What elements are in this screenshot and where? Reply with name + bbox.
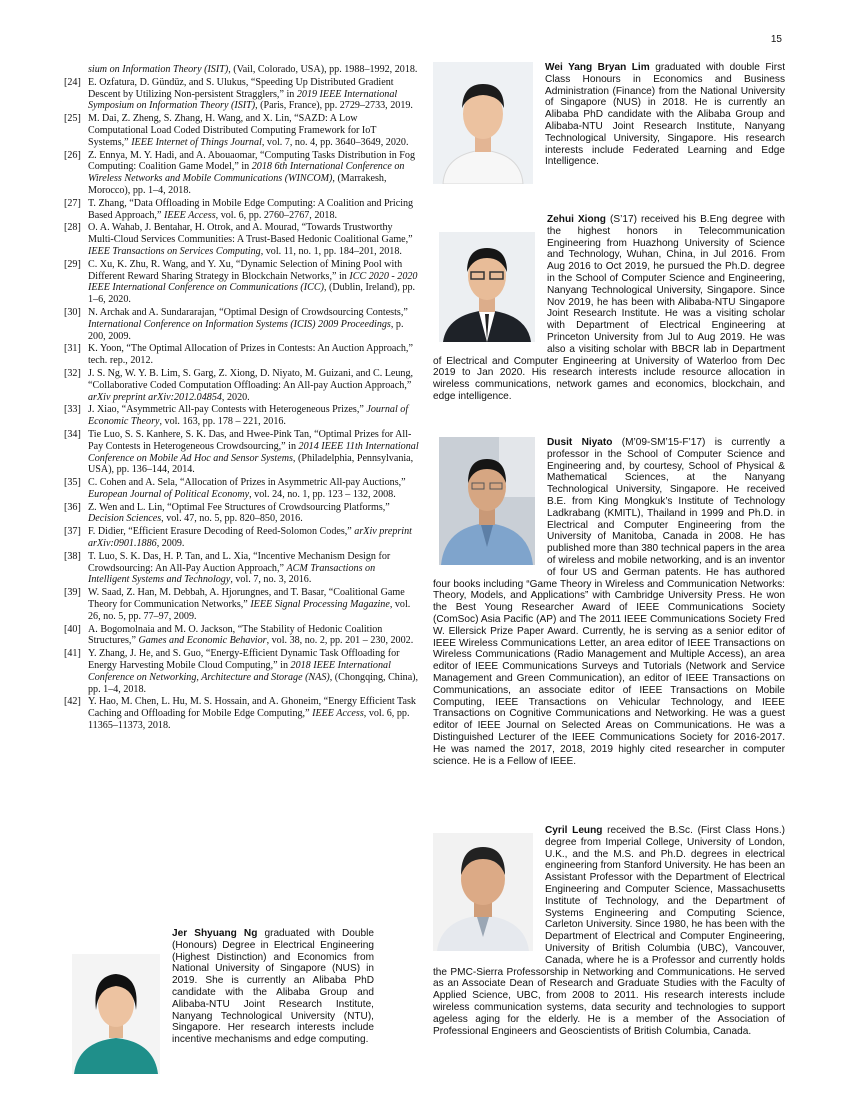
- reference-number: [42]: [64, 696, 81, 708]
- reference-venue: ICC 2020 - 2020 IEEE International Conference on Communications (ICC): [88, 270, 418, 294]
- portrait-leung-icon: [433, 833, 533, 951]
- reference-number: [32]: [64, 367, 81, 379]
- reference-venue: Games and Economic Behavior: [138, 635, 267, 647]
- reference-item: [64, 77, 419, 112]
- portrait-lim-icon: [433, 62, 533, 184]
- reference-venue: IEEE Signal Processing Magazine: [250, 599, 390, 611]
- reference-text: T. Luo, S. K. Das, H. P. Tan, and L. Xia, “Incentive Mechanism Design for Crowdsourcing: An All-Pay Auction Approach,”: [88, 550, 391, 574]
- reference-text: , vol. 7, no. 4, pp. 3640–3649, 2020.: [261, 136, 409, 148]
- reference-text: K. Yoon, “The Optimal Allocation of Prizes in Contests: An Auction Approach,” tech. rep., 2012.: [88, 343, 413, 367]
- reference-number: [27]: [64, 197, 81, 209]
- bio-text: graduated with double First Class Honours in Economics and Business Administration (Finance) from the National University of Singapore (NUS) in 2018. He is currently an Alibaba PhD candidate with the Alibaba Group and Alibaba-NTU Joint Research Institute, Nanyang Technological University, Singapore. His research interests include Federated Learning and Edge Intelligence.: [545, 62, 786, 168]
- page-number: 15: [770, 34, 782, 45]
- reference-text: , (Philadelphia, Pennsylvania, USA), pp. 136–144, 2014.: [88, 452, 414, 476]
- bio-name: Zehui Xiong: [547, 214, 606, 225]
- photo-xiong: [439, 232, 535, 342]
- bio-text: (S’17) received his B.Eng degree with the highest honors in Telecommunication Engineering from Huazhong University of Science and Technology, Wuhan, China, in Jul 2016. From Aug 2016 to Oct 2019, he pursued the Ph.D. degree in the School of Computer Science and Engineering, Nanyang Technological University, Singapore. Since Nov 2019, he has been with Alibaba-NTU Singapore Joint Research Institute. He was a visiting scholar with Department of Electrical Engineering at Princeton University from Jul to Aug 2019. He was also a visiting scholar with BBCR lab in Department of Electrical and Computer Engineering at University of Waterloo from Dec 2019 to Jan 2020. His research interests include resource allocation in wireless communications, network games and economics, blockchain, and edge intelligence.: [433, 214, 785, 402]
- reference-number: [31]: [64, 343, 81, 355]
- reference-items: [64, 77, 419, 732]
- reference-text: T. Zhang, “Data Offloading in Mobile Edge Computing: A Coalition and Pricing Based Approach,”: [88, 197, 414, 221]
- reference-venue: arXiv preprint arXiv:2012.04854: [88, 391, 222, 403]
- reference-text: O. A. Wahab, J. Bentahar, H. Otrok, and A. Mourad, “Towards Trustworthy Multi-Cloud Services Communities: A Trust-Based Hedonic Coalitional Game,”: [88, 222, 413, 246]
- reference-text: , vol. 38, no. 2, pp. 201 – 230, 2002.: [266, 635, 414, 647]
- reference-number: [34]: [64, 428, 81, 440]
- reference-venue: European Journal of Political Economy: [88, 488, 250, 500]
- reference-item: [64, 624, 419, 648]
- reference-number: [37]: [64, 526, 81, 538]
- reference-number: [24]: [64, 76, 81, 88]
- reference-continuation: [64, 64, 419, 76]
- reference-item: [64, 648, 419, 695]
- reference-text: , 2009.: [156, 538, 185, 550]
- reference-venue: 2018 6th International Conference on Wireless Networks and Mobile Communications (WINCOM): [88, 161, 405, 185]
- reference-item: [64, 222, 419, 257]
- bio-niyato: [433, 437, 785, 767]
- reference-venue: ACM Transactions on Intelligent Systems and Technology: [88, 562, 376, 586]
- reference-item: [64, 368, 419, 403]
- reference-number: [40]: [64, 623, 81, 635]
- reference-venue: IEEE Access: [312, 708, 364, 720]
- portrait-ng-icon: [72, 954, 160, 1074]
- bio-name: Cyril Leung: [545, 825, 603, 836]
- reference-text: , vol. 24, no. 1, pp. 123 – 132, 2008.: [249, 488, 396, 500]
- bio-ng: [72, 928, 374, 1078]
- reference-number: [25]: [64, 113, 81, 125]
- reference-item: [64, 429, 419, 476]
- bio-text: received the B.Sc. (First Class Hons.) degree from Imperial College, University of London, U.K., and the M.S. and Ph.D. degrees in electrical engineering from Stanford University. He has been an Assistant Professor with the Department of Electrical Engineering and Computer Science, Massachusetts Institute of Technology, and the Department of Systems Engineering and Computing Science, Carleton University. Since 1980, he has been with the Department of Electrical and Computer Engineering, University of British Columbia (UBC), Vancouver, Canada, where he is a Professor and currently holds the PMC-Sierra Professorship in Networking and Communications. He served as an Associate Dean of Research and Graduate Studies with the Faculty of Applied Science, UBC, from 2008 to 2011. His research interests include wireless communication systems, data security and technologies to support ageless aging for the elderly. He is a member of the Association of Professional Engineers and Geoscientists of British Columbia, Canada.: [433, 825, 785, 1037]
- reference-text: , (Chongqing, China), pp. 1–4, 2018.: [88, 671, 419, 695]
- reference-number: [36]: [64, 501, 81, 513]
- reference-venue: 2019 IEEE International Symposium on Information Theory (ISIT): [88, 88, 398, 112]
- reference-venue: Journal of Economic Theory: [88, 404, 409, 428]
- reference-number: [26]: [64, 149, 81, 161]
- reference-venue: International Conference on Information Systems (ICIS) 2009 Proceedings: [88, 318, 391, 330]
- portrait-niyato-icon: [439, 437, 535, 565]
- reference-venue: arXiv preprint arXiv:0901.1886: [88, 526, 412, 550]
- bio-name: Dusit Niyato: [547, 437, 613, 448]
- reference-text: C. Xu, K. Zhu, R. Wang, and Y. Xu, “Dynamic Selection of Mining Pool with Different Reward Sharing Strategy in Blockchain Networks,” in: [88, 258, 403, 282]
- reference-item: [64, 259, 419, 306]
- bio-text: (M’09-SM’15-F’17) is currently a professor in the School of Computer Science and Engineering and, by courtesy, School of Physical & Mathematical Sciences, at the Nanyang Technological University, Singapore. He received B.E. from King Mongkuk’s Institute of Technology Ladkrabang (KMITL), Thailand in 1999 and Ph.D. in Electrical and Computer Engineering from the University of Manitoba, Canada in 2008. He has published more than 380 technical papers in the area of wireless and mobile networking, and is an inventor of four US and German patents. He has authored four books including “Game Theory in Wireless and Communication Networks: Theory, Models, and Applications” with Cambridge University Press. He won the Best Young Researcher Award of IEEE Communications Society (ComSoc) Asia Pacific (AP) and The 2011 IEEE Communications Society Fred W. Ellersick Prize Paper Award. Currently, he is serving as a senior editor of IEEE Wireless Communications Letter, an area editor of IEEE Transactions on Wireless Communications (Radio Management and Multiple Access), an area editor of IEEE Communications Surveys and Tutorials (Network and Service Management and Green Communication), an editor of IEEE Transactions on Communications, an associate editor of IEEE Transactions on Mobile Computing, IEEE Transactions on Vehicular Technology, and IEEE Transactions on Cognitive Communications and Networking. He was a guest editor of IEEE Journal on Selected Areas on Communications. He was a Distinguished Lecturer of the IEEE Communications Society for 2016-2017. He was named the 2017, 2018, 2019 highly cited researcher in computer science. He is a Fellow of IEEE.: [433, 437, 785, 767]
- reference-text: , (Dublin, Ireland), pp. 1–6, 2020.: [88, 282, 416, 306]
- reference-text: Y. Hao, M. Chen, L. Hu, M. S. Hossain, and A. Ghoneim, “Energy Efficient Task Caching and Offloading for Mobile Edge Computing,”: [88, 696, 416, 720]
- reference-text: N. Archak and A. Sundararajan, “Optimal Design of Crowdsourcing Contests,”: [88, 306, 408, 318]
- reference-text: W. Saad, Z. Han, M. Debbah, A. Hjorungnes, and T. Basar, “Coalitional Game Theory for Communication Networks,”: [88, 587, 405, 611]
- reference-item: [64, 696, 419, 731]
- reference-venue: sium on Information Theory (ISIT): [88, 64, 229, 75]
- reference-item: [64, 551, 419, 586]
- reference-text: M. Dai, Z. Zheng, S. Zhang, H. Wang, and X. Lin, “SAZD: A Low Computational Load Coded Distributed Computing Framework for IoT Systems,”: [88, 113, 377, 148]
- reference-number: [33]: [64, 404, 81, 416]
- bio-name: Jer Shyuang Ng: [172, 928, 258, 939]
- reference-text: , (Vail, Colorado, USA), pp. 1988–1992, 2018.: [228, 64, 418, 75]
- reference-text: , vol. 163, pp. 178 – 221, 2016.: [159, 416, 286, 428]
- reference-text: Tie Luo, S. S. Kanhere, S. K. Das, and Hwee-Pink Tan, “Optimal Prizes for All-Pay Contests in Heterogeneous Crowdsourcing,” in: [88, 428, 412, 452]
- reference-item: [64, 477, 419, 501]
- reference-number: [28]: [64, 222, 81, 234]
- reference-number: [39]: [64, 587, 81, 599]
- reference-item: [64, 198, 419, 222]
- reference-item: [64, 404, 419, 428]
- reference-venue: IEEE Transactions on Services Computing: [88, 245, 261, 257]
- reference-text: , (Paris, France), pp. 2729–2733, 2019.: [255, 100, 413, 112]
- bio-xiong: [433, 214, 785, 403]
- reference-text: J. S. Ng, W. Y. B. Lim, S. Garg, Z. Xiong, D. Niyato, M. Guizani, and C. Leung, “Collaborative Coded Computation Offloading: An All-pay Auction Approach,”: [88, 367, 414, 391]
- reference-text: , vol. 6, pp. 11365–11373, 2018.: [88, 708, 410, 732]
- reference-item: [64, 587, 419, 622]
- bio-name: Wei Yang Bryan Lim: [545, 62, 650, 73]
- reference-item: [64, 113, 419, 148]
- reference-venue: Decision Sciences: [88, 513, 162, 525]
- references-list: [64, 64, 419, 733]
- reference-text: , 2020.: [221, 391, 250, 403]
- reference-text: , vol. 26, no. 5, pp. 77–97, 2009.: [88, 599, 411, 622]
- reference-text: , p. 200, 2009.: [88, 318, 404, 342]
- reference-text: A. Bogomolnaia and M. O. Jackson, “The Stability of Hedonic Coalition Structures,”: [88, 623, 383, 647]
- reference-item: [64, 150, 419, 197]
- reference-item: [64, 526, 419, 550]
- reference-text: , vol. 6, pp. 2760–2767, 2018.: [215, 209, 338, 221]
- reference-text: F. Didier, “Efficient Erasure Decoding of Reed-Solomon Codes,”: [88, 526, 355, 538]
- reference-venue: 2014 IEEE 11th International Conference on Mobile Ad Hoc and Sensor Systems: [88, 440, 419, 464]
- reference-text: Z. Ennya, M. Y. Hadi, and A. Abouaomar, “Computing Tasks Distribution in Fog Computing: Coalition Game Model,” in: [88, 149, 416, 173]
- reference-text: , vol. 11, no. 1, pp. 184–201, 2018.: [260, 245, 402, 257]
- reference-text: J. Xiao, “Asymmetric All-pay Contests with Heterogeneous Prizes,”: [88, 404, 367, 416]
- bio-leung: [433, 825, 785, 1037]
- reference-number: [35]: [64, 477, 81, 489]
- reference-text: , vol. 47, no. 5, pp. 820–850, 2016.: [161, 513, 303, 525]
- reference-venue: IEEE Internet of Things Journal: [131, 136, 262, 148]
- reference-number: [41]: [64, 648, 81, 660]
- reference-text: Y. Zhang, J. He, and S. Guo, “Energy-Efficient Dynamic Task Offloading for Energy Harvesting Mobile Cloud Computing,” in: [88, 648, 400, 672]
- reference-number: [30]: [64, 306, 81, 318]
- bio-lim: [433, 62, 785, 188]
- photo-ng: [72, 954, 160, 1074]
- reference-venue: IEEE Access: [163, 209, 216, 221]
- reference-number: [29]: [64, 258, 81, 270]
- photo-leung: [433, 833, 533, 951]
- photo-lim: [433, 62, 533, 184]
- reference-text: , (Marrakesh, Morocco), pp. 1–4, 2018.: [88, 173, 387, 196]
- portrait-xiong-icon: [439, 232, 535, 342]
- reference-number: [38]: [64, 550, 81, 562]
- reference-text: Z. Wen and L. Lin, “Optimal Fee Structures of Crowdsourcing Platforms,”: [88, 501, 390, 513]
- reference-item: [64, 307, 419, 342]
- reference-text: E. Ozfatura, D. Gündüz, and S. Ulukus, “Speeding Up Distributed Gradient Descent by Utilizing Non-persistent Stragglers,” in: [88, 76, 394, 100]
- bio-text: graduated with Double (Honours) Degree in Electrical Engineering (Highest Distinction) and Economics from National University of Singapore (NUS) in 2019. She is currently an Alibaba PhD candidate with the Alibaba Group and Alibaba-NTU Joint Research Institute, Nanyang Technological University (NTU), Singapore. Her research interests include incentive mechanisms and edge computing.: [172, 928, 375, 1046]
- reference-item: [64, 502, 419, 526]
- reference-venue: 2018 IEEE International Conference on Networking, Architecture and Storage (NAS): [88, 660, 391, 683]
- reference-text: , vol. 7, no. 3, 2016.: [230, 574, 312, 586]
- photo-niyato: [439, 437, 535, 565]
- reference-text: C. Cohen and A. Sela, “Allocation of Prizes in Asymmetric All-pay Auctions,”: [88, 477, 406, 489]
- reference-item: [64, 343, 419, 367]
